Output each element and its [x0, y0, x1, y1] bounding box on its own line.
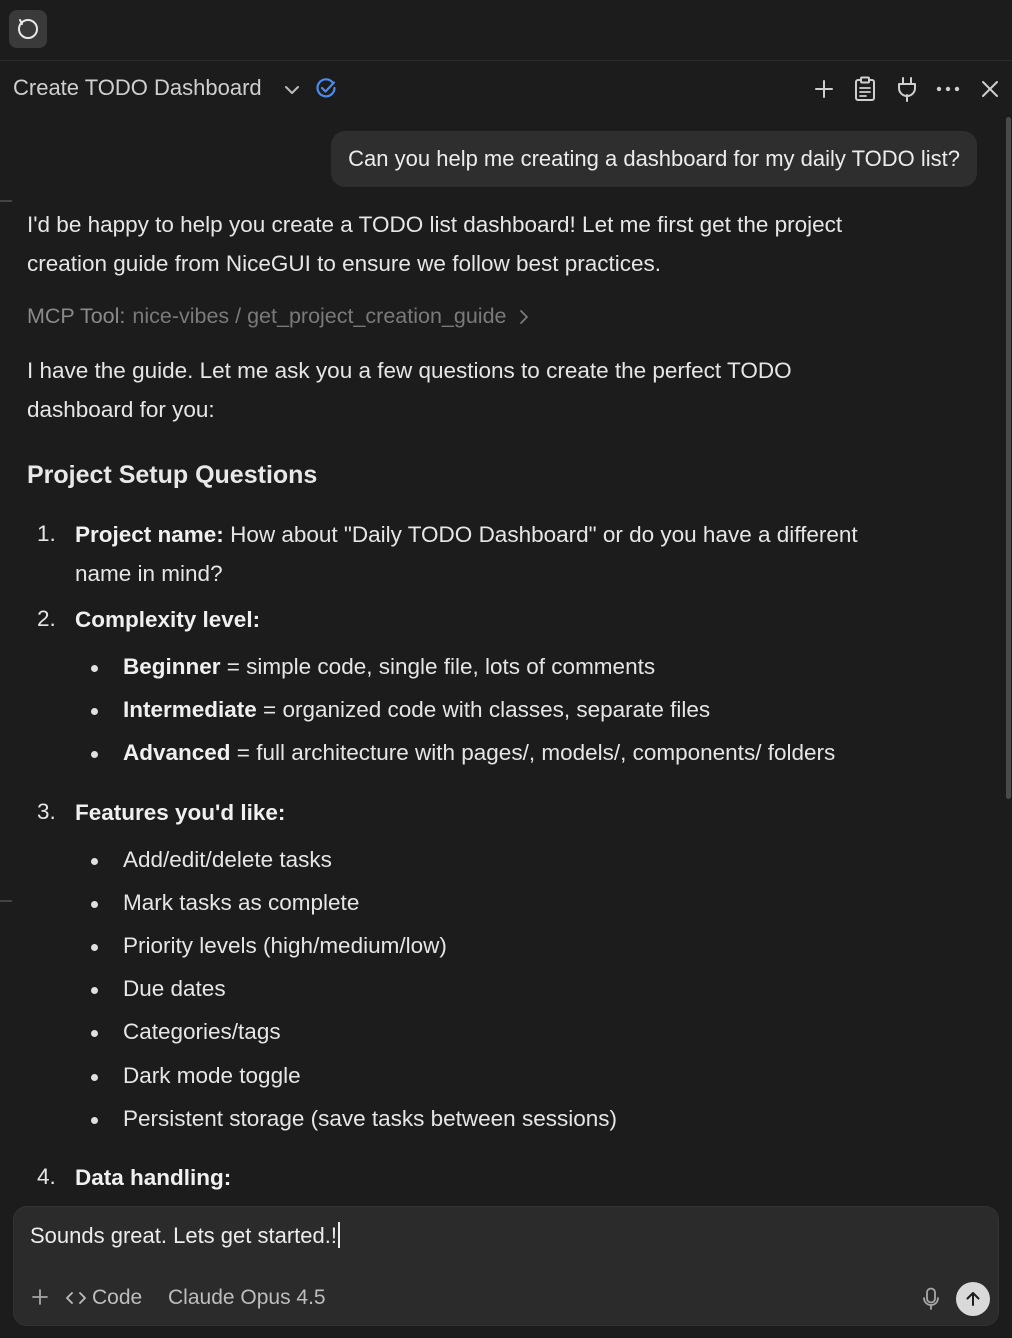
code-brackets-icon [66, 1290, 86, 1306]
divider [0, 200, 12, 202]
conversation-title[interactable]: Create TODO Dashboard [13, 75, 262, 100]
text-caret [338, 1222, 340, 1248]
close-icon[interactable] [976, 75, 1004, 103]
add-attachment-icon[interactable] [30, 1287, 50, 1307]
feature-item: Mark tasks as complete [123, 890, 360, 915]
list-item [123, 740, 835, 766]
app-logo[interactable] [9, 10, 47, 48]
code-mode-button[interactable] [66, 1286, 142, 1310]
question-label: Data handling: [75, 1165, 232, 1190]
title-bar [0, 0, 1012, 61]
feature-item: Categories/tags [123, 1019, 281, 1044]
intro-line: creation guide from NiceGUI to ensure we follow best practices. [27, 251, 662, 276]
message-input[interactable] [30, 1222, 340, 1249]
message-composer [13, 1206, 999, 1326]
chevron-down-icon[interactable] [282, 80, 302, 100]
question-text: name in mind? [75, 561, 223, 586]
bullet [91, 1074, 98, 1081]
question-label: Complexity level: [75, 607, 261, 632]
bullet [91, 1117, 98, 1124]
feature-item: Add/edit/delete tasks [123, 847, 332, 872]
list-item [75, 793, 965, 832]
conversation-header [0, 61, 1012, 117]
divider [0, 900, 12, 902]
clipboard-icon[interactable] [851, 75, 879, 103]
user-message-text: Can you help me creating a dashboard for my daily TODO list? [348, 146, 960, 171]
bullet [91, 665, 98, 672]
send-button[interactable] [956, 1282, 990, 1316]
microphone-icon[interactable] [919, 1286, 943, 1312]
bullet [91, 901, 98, 908]
bullet [91, 751, 98, 758]
bullet [91, 944, 98, 951]
chat-transcript[interactable] [0, 117, 1012, 1205]
verified-check-icon [315, 77, 337, 99]
assistant-guide-text [27, 351, 967, 429]
model-selector[interactable]: Claude Opus 4.5 [168, 1286, 326, 1309]
intro-line: I'd be happy to help you create a TODO list dashboard! Let me first get the project [27, 212, 843, 237]
list-number: 2. [37, 606, 56, 631]
question-label: Features you'd like: [75, 800, 286, 825]
bullet [91, 708, 98, 715]
feature-item: Due dates [123, 976, 226, 1001]
list-item [123, 654, 655, 680]
scrollbar-thumb[interactable] [1006, 117, 1011, 799]
list-number: 1. [37, 521, 56, 546]
option-text: = full architecture with pages/, models/, components/ folders [230, 740, 836, 765]
feature-item: Persistent storage (save tasks between sessions) [123, 1106, 617, 1131]
question-text: How about "Daily TODO Dashboard" or do you have a different [223, 522, 858, 547]
list-item [123, 697, 710, 723]
option-label: Advanced [123, 740, 231, 765]
option-label: Beginner [123, 654, 221, 679]
section-heading: Project Setup Questions [27, 461, 318, 489]
option-text: = organized code with classes, separate files [256, 697, 711, 722]
bullet [91, 1030, 98, 1037]
feature-item: Dark mode toggle [123, 1063, 301, 1088]
list-number: 4. [37, 1164, 56, 1189]
code-mode-label: Code [92, 1286, 143, 1309]
more-options-icon[interactable] [934, 75, 962, 103]
bullet [91, 858, 98, 865]
plug-icon[interactable] [893, 75, 921, 103]
chevron-right-icon[interactable] [519, 309, 529, 325]
guide-line: dashboard for you: [27, 397, 215, 422]
list-item [75, 600, 965, 639]
option-text: = simple code, single file, lots of comments [220, 654, 656, 679]
claude-logo-icon [15, 16, 41, 42]
user-message-bubble [331, 131, 977, 187]
tool-label: MCP Tool: [27, 304, 126, 328]
list-number: 3. [37, 799, 56, 824]
assistant-intro-text [27, 205, 967, 283]
feature-item: Priority levels (high/medium/low) [123, 933, 447, 958]
option-label: Intermediate [123, 697, 257, 722]
list-item [75, 515, 965, 593]
new-chat-plus-icon[interactable] [810, 75, 838, 103]
message-input-value: Sounds great. Lets get started.! [30, 1223, 337, 1248]
list-item [75, 1158, 965, 1197]
mcp-tool-call[interactable] [27, 304, 529, 329]
arrow-up-icon [964, 1290, 982, 1308]
bullet [91, 987, 98, 994]
question-label: Project name: [75, 522, 224, 547]
guide-line: I have the guide. Let me ask you a few questions to create the perfect TODO [27, 358, 792, 383]
tool-name: nice-vibes / get_project_creation_guide [132, 304, 507, 328]
